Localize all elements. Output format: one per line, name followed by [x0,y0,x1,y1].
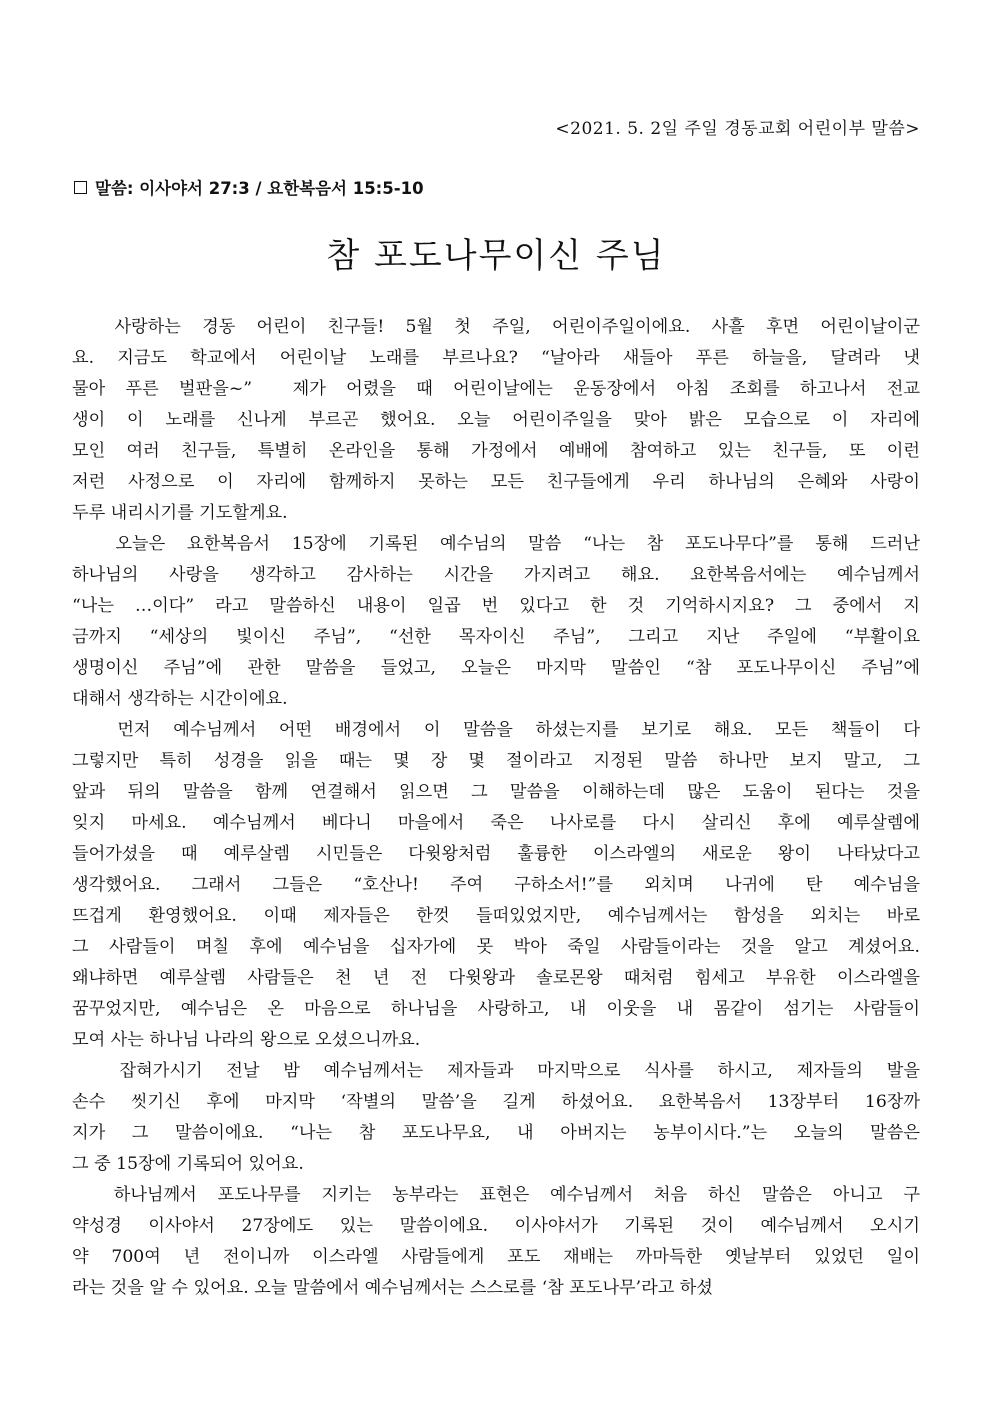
paragraph [72,529,920,715]
scripture-label: 말씀: 이사야서 27:3 / 요한복음서 15:5-10 [95,179,424,198]
paragraph [72,1056,920,1180]
text-line: 왜냐하면 예루살렘 사람들은 천 년 전 다윗왕과 솔로몬왕 때처럼 힘세고 부유한 이스라엘을 [72,968,920,988]
scripture-reference [74,175,424,199]
text-line: 하나님께서 포도나무를 지키는 농부라는 표현은 예수님께서 처음 하신 말씀은 아니고 구 [72,1185,920,1205]
text-line: 모여 사는 하나님 나라의 왕으로 오셨으니까요. [72,1030,421,1050]
paragraph [72,312,920,529]
text-line: 요. 지금도 학교에서 어린이날 노래를 부르나요? “날아라 새들아 푸른 하늘을, 달려라 냇 [72,348,920,368]
sermon-body [72,312,920,1304]
text-line: 뜨겁게 환영했어요. 이때 제자들은 한껏 들떠있었지만, 예수님께서는 함성을 외치는 바로 [72,906,920,926]
text-line: 저런 사정으로 이 자리에 함께하지 못하는 모든 친구들에게 우리 하나님의 은혜와 사랑이 [72,472,920,492]
text-line: 지가 그 말씀이에요. “나는 참 포도나무요, 내 아버지는 농부이시다.”는 오늘의 말씀은 [72,1123,920,1143]
text-line: 금까지 “세상의 빛이신 주님”, “선한 목자이신 주님”, 그리고 지난 주일에 “부활이요 [72,627,920,647]
sermon-title: 참 포도나무이신 주님 [326,236,666,276]
text-line: 꿈꾸었지만, 예수님은 온 마음으로 하나님을 사랑하고, 내 이웃을 내 몸같이 섬기는 사람들이 [72,999,920,1019]
text-line: 그렇지만 특히 성경을 읽을 때는 몇 장 몇 절이라고 지정된 말씀 하나만 보지 말고, 그 [72,751,920,771]
text-line: 하나님의 사랑을 생각하고 감사하는 시간을 가지려고 해요. 요한복음서에는 예수님께서 [72,565,920,585]
text-line: 생명이신 주님”에 관한 말씀을 들었고, 오늘은 마지막 말씀인 “참 포도나무이신 주님”에 [72,658,920,678]
text-line: 그 중 15장에 기록되어 있어요. [72,1154,304,1174]
text-line: 생이 이 노래를 신나게 부르곤 했어요. 오늘 어린이주일을 맞아 밝은 모습으로 이 자리에 [72,410,920,430]
checkbox-square-icon [74,181,87,194]
text-line: 물아 푸른 벌판을~” 제가 어렸을 때 어린이날에는 운동장에서 아침 조회를 하고나서 전교 [72,379,920,399]
text-line: 앞과 뒤의 말씀을 함께 연결해서 읽으면 그 말씀을 이해하는데 많은 도움이 된다는 것을 [72,782,920,802]
text-line: 생각했어요. 그래서 그들은 “호산나! 주여 구하소서!”를 외치며 나귀에 탄 예수님을 [72,875,920,895]
paragraph [72,715,920,1056]
text-line: 모인 여러 친구들, 특별히 온라인을 통해 가정에서 예배에 참여하고 있는 친구들, 또 이런 [72,441,920,461]
paragraph [72,1180,920,1304]
text-line: 약 700여 년 전이니까 이스라엘 사람들에게 포도 재배는 까마득한 옛날부터 있었던 일이 [72,1247,920,1267]
text-line: 두루 내리시기를 기도할게요. [72,503,288,523]
text-line: 들어가셨을 때 예루살렘 시민들은 다윗왕처럼 훌륭한 이스라엘의 새로운 왕이 나타났다고 [72,844,920,864]
text-line: 그 사람들이 며칠 후에 예수님을 십자가에 못 박아 죽일 사람들이라는 것을 알고 계셨어요. [72,937,920,957]
text-line: 잡혀가시기 전날 밤 예수님께서는 제자들과 마지막으로 식사를 하시고, 제자들의 발을 [72,1061,920,1081]
text-line: 오늘은 요한복음서 15장에 기록된 예수님의 말씀 “나는 참 포도나무다”를 통해 드러난 [72,534,920,554]
text-line: 약성경 이사야서 27장에도 있는 말씀이에요. 이사야서가 기록된 것이 예수님께서 오시기 [72,1216,920,1236]
sermon-date-header: <2021. 5. 2일 주일 경동교회 어린이부 말씀> [555,119,920,139]
text-line: 사랑하는 경동 어린이 친구들! 5월 첫 주일, 어린이주일이에요. 사흘 후면 어린이날이군 [72,317,920,337]
text-line: 손수 씻기신 후에 마지막 ‘작별의 말씀’을 길게 하셨어요. 요한복음서 13장부터 16장까 [72,1092,920,1112]
text-line: 라는 것을 알 수 있어요. 오늘 말씀에서 예수님께서는 스스로를 ‘참 포도나무’라고 하셨 [72,1278,713,1298]
text-line: 먼저 예수님께서 어떤 배경에서 이 말씀을 하셨는지를 보기로 해요. 모든 책들이 다 [72,720,920,740]
text-line: “나는 …이다” 라고 말씀하신 내용이 일곱 번 있다고 한 것 기억하시지요? 그 중에서 지 [72,596,920,616]
text-line: 잊지 마세요. 예수님께서 베다니 마을에서 죽은 나사로를 다시 살리신 후에 예루살렘에 [72,813,920,833]
text-line: 대해서 생각하는 시간이에요. [72,689,288,709]
